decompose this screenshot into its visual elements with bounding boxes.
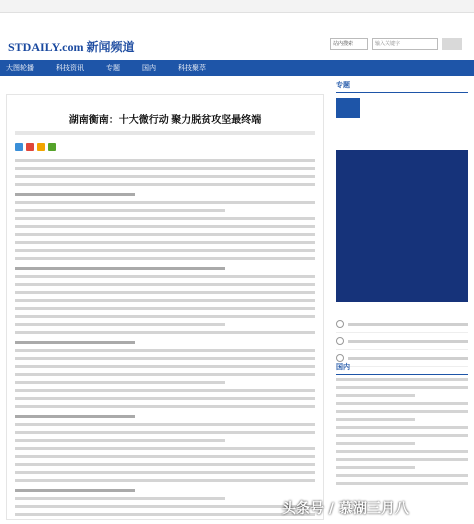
list-item-placeholder xyxy=(348,340,468,343)
text-line xyxy=(336,458,468,461)
text-line xyxy=(15,183,315,186)
text-line xyxy=(15,431,315,434)
text-line xyxy=(15,447,315,450)
search-scope-select[interactable]: 站内搜索 xyxy=(330,38,368,50)
share-icon[interactable] xyxy=(15,143,23,151)
text-line xyxy=(15,283,315,286)
search-area xyxy=(330,38,462,50)
text-line xyxy=(15,291,315,294)
search-button[interactable] xyxy=(442,38,462,50)
text-line xyxy=(15,497,225,500)
section-heading-line xyxy=(15,341,135,344)
text-line xyxy=(15,233,315,236)
search-input[interactable]: 输入关键字 xyxy=(372,38,438,50)
text-line xyxy=(15,381,225,384)
text-line xyxy=(336,482,468,485)
text-line xyxy=(15,463,315,466)
text-line xyxy=(15,257,315,260)
text-line xyxy=(15,249,315,252)
special-index-badge xyxy=(336,98,360,118)
text-line xyxy=(15,275,315,278)
share-icon[interactable] xyxy=(37,143,45,151)
article-body xyxy=(15,159,315,521)
article-meta xyxy=(15,131,315,135)
text-line xyxy=(15,217,315,220)
text-line xyxy=(15,175,315,178)
text-line xyxy=(15,423,315,426)
section-heading-line xyxy=(15,489,135,492)
domestic-section-heading: 国内 xyxy=(336,362,468,375)
bullet-icon xyxy=(336,337,344,345)
share-icons xyxy=(15,143,56,151)
list-item-placeholder xyxy=(348,357,468,360)
special-feature-image[interactable] xyxy=(336,150,468,302)
bullet-icon xyxy=(336,320,344,328)
text-line xyxy=(15,159,315,162)
text-line xyxy=(15,349,315,352)
text-line xyxy=(15,299,315,302)
text-line xyxy=(336,434,468,437)
text-line xyxy=(336,410,468,413)
list-item[interactable] xyxy=(336,316,468,333)
text-line xyxy=(336,450,468,453)
text-line xyxy=(336,442,415,445)
bullet-icon xyxy=(336,354,344,362)
nav-item-news[interactable]: 科技资讯 xyxy=(56,64,84,72)
text-line xyxy=(15,389,315,392)
nav-item-special[interactable]: 专题 xyxy=(106,64,120,72)
text-line xyxy=(336,394,415,397)
share-icon[interactable] xyxy=(26,143,34,151)
nav-item-slideshow[interactable]: 大图轮播 xyxy=(6,64,34,72)
article-panel xyxy=(6,94,324,520)
special-list xyxy=(336,316,468,367)
article-title: 湖南衡南：十大微行动 聚力脱贫攻坚最终端 xyxy=(68,115,262,126)
text-line xyxy=(336,426,468,429)
text-line xyxy=(15,307,315,310)
text-line xyxy=(15,405,315,408)
list-item[interactable] xyxy=(336,333,468,350)
text-line xyxy=(15,513,315,516)
text-line xyxy=(15,471,315,474)
section-heading-line xyxy=(15,267,225,270)
domestic-list xyxy=(336,378,468,490)
text-line xyxy=(15,357,315,360)
text-line xyxy=(15,455,315,458)
text-line xyxy=(336,474,468,477)
sidebar xyxy=(336,80,468,371)
text-line xyxy=(15,323,225,326)
text-line xyxy=(15,167,315,170)
watermark: 头条号 / 慕湖三月八 xyxy=(282,501,409,517)
text-line xyxy=(336,402,468,405)
text-line xyxy=(15,397,315,400)
section-heading-line xyxy=(15,415,135,418)
top-links-bar xyxy=(0,0,474,13)
text-line xyxy=(336,418,415,421)
text-line xyxy=(15,315,315,318)
text-line xyxy=(336,466,415,469)
nav-item-digest[interactable]: 科技聚萃 xyxy=(178,64,206,72)
text-line xyxy=(15,225,315,228)
text-line xyxy=(15,479,315,482)
text-line xyxy=(336,378,468,381)
section-heading-line xyxy=(15,193,135,196)
text-line xyxy=(15,331,315,334)
text-line xyxy=(15,365,315,368)
text-line xyxy=(15,439,225,442)
text-line xyxy=(15,201,315,204)
share-icon[interactable] xyxy=(48,143,56,151)
site-logo[interactable]: STDAILY.com 新闻频道 xyxy=(8,40,135,54)
special-section-heading: 专题 xyxy=(336,80,468,93)
text-line xyxy=(336,386,468,389)
list-item-placeholder xyxy=(348,323,468,326)
nav-item-domestic[interactable]: 国内 xyxy=(142,64,156,72)
text-line xyxy=(15,505,315,508)
text-line xyxy=(15,241,315,244)
main-nav xyxy=(0,60,474,76)
text-line xyxy=(15,373,315,376)
text-line xyxy=(15,209,225,212)
